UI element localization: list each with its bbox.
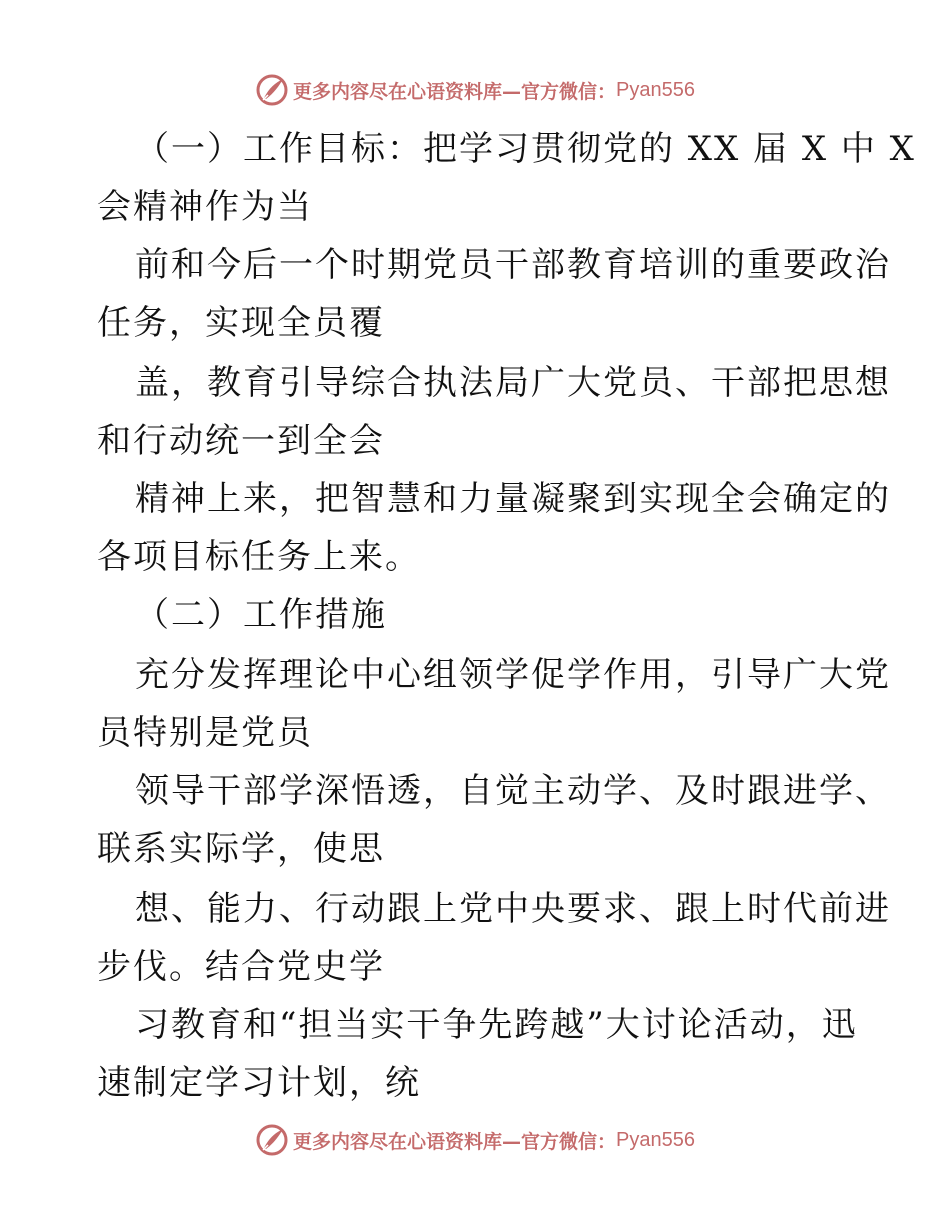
quill-pen-logo-icon: [255, 1123, 289, 1157]
watermark-text: 更多内容尽在心语资料库—官方微信：: [293, 80, 617, 103]
paragraph-line: （一）工作目标：把学习贯彻党的 XX 届 X 中 X: [135, 129, 916, 169]
paragraph-line: 精神上来，把智慧和力量凝聚到实现全会确定的: [135, 479, 891, 519]
paragraph-line: 会精神作为当: [97, 187, 313, 227]
paragraph-line: 任务，实现全员覆: [97, 303, 385, 343]
paragraph-line: 和行动统一到全会: [97, 421, 385, 461]
section-heading: （二）工作措施: [135, 595, 387, 635]
watermark-wechat-id: Pyan556: [616, 78, 695, 101]
paragraph-line: 领导干部学深悟透，自觉主动学、及时跟进学、: [135, 771, 891, 811]
paragraph-line: 充分发挥理论中心组领学促学作用，引导广大党: [135, 655, 891, 695]
paragraph-line: 联系实际学，使思: [97, 829, 385, 869]
footer-watermark: [0, 1120, 950, 1160]
watermark-wechat-id: Pyan556: [616, 1128, 695, 1151]
watermark-text: 更多内容尽在心语资料库—官方微信：: [293, 1130, 617, 1153]
paragraph-line: 员特别是党员: [97, 713, 313, 753]
paragraph-line: 速制定学习计划，统: [97, 1063, 421, 1103]
paragraph-line: 习教育和“担当实干争先跨越”大讨论活动，迅: [135, 1005, 858, 1045]
paragraph-line: 盖，教育引导综合执法局广大党员、干部把思想: [135, 363, 891, 403]
paragraph-line: 各项目标任务上来。: [97, 537, 421, 577]
paragraph-line: 前和今后一个时期党员干部教育培训的重要政治: [135, 245, 891, 285]
paragraph-line: 想、能力、行动跟上党中央要求、跟上时代前进: [135, 889, 891, 929]
paragraph-line: 步伐。结合党史学: [97, 947, 385, 987]
